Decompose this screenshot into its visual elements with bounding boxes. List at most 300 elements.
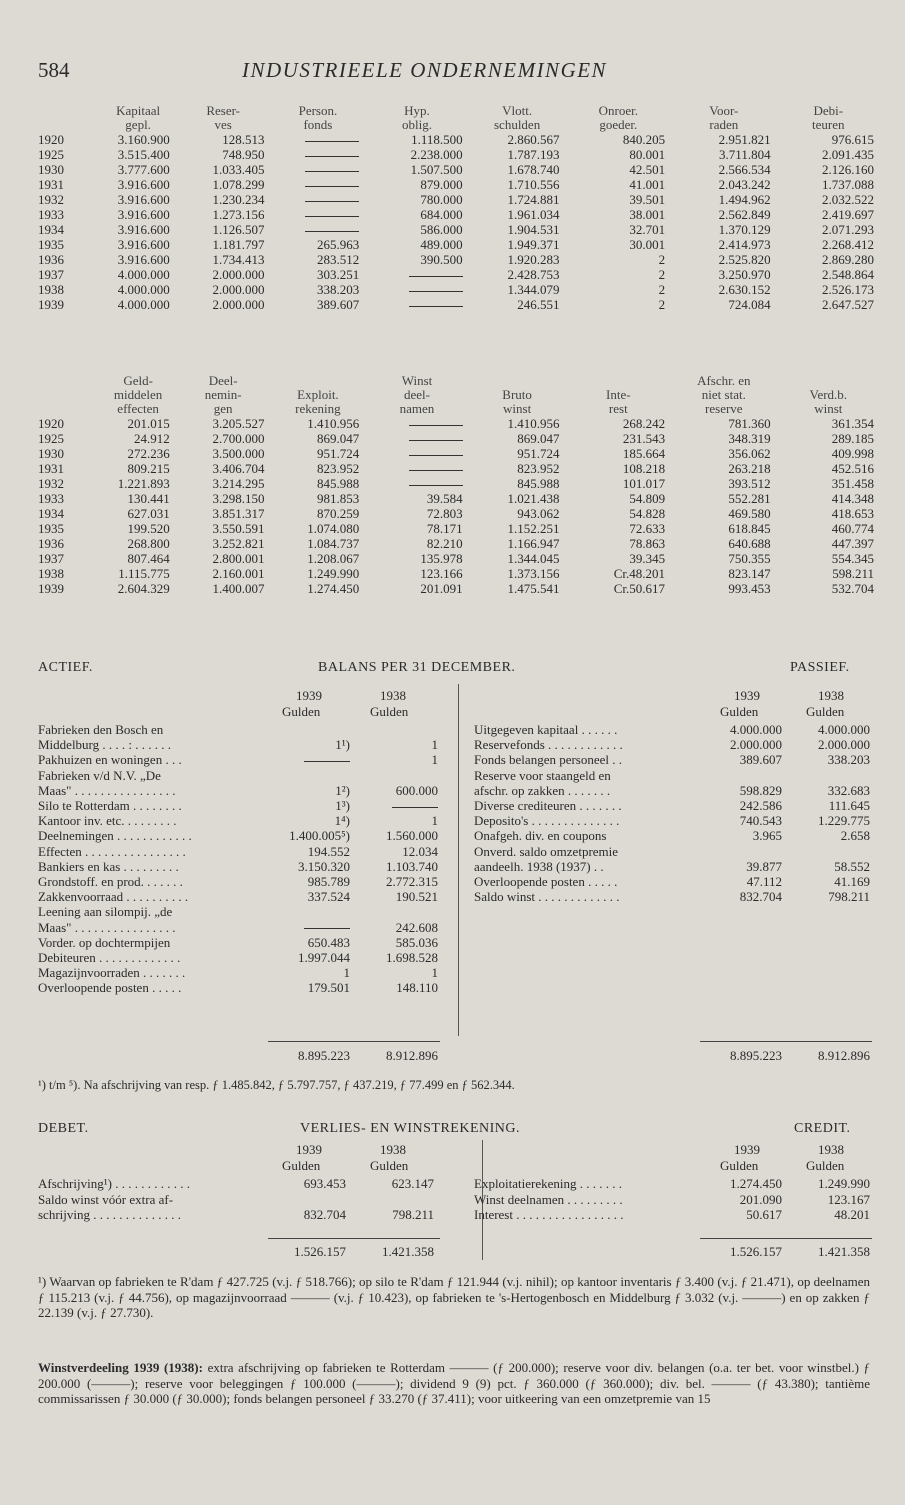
value-cell: 268.800 xyxy=(127,536,170,551)
line-label: Winst deelnamen . . . . . . . . . xyxy=(474,1191,623,1207)
debet-label: DEBET. xyxy=(38,1121,89,1136)
empty-dash-cell xyxy=(365,267,468,282)
balans-title: BALANS PER 31 DECEMBER. xyxy=(318,660,516,675)
value-cell: 338.203 xyxy=(317,282,360,297)
table-row xyxy=(38,506,880,521)
column-header: Vlott. xyxy=(502,103,533,118)
page-number: 584 xyxy=(38,58,70,82)
line-label: Zakkenvoorraad . . . . . . . . . . xyxy=(38,889,189,905)
value-cell: 348.319 xyxy=(728,431,771,446)
table-row xyxy=(38,267,880,282)
line-label: Interest . . . . . . . . . . . . . . . . . xyxy=(474,1207,624,1222)
actief-total-rule xyxy=(268,1041,440,1042)
balans-divider xyxy=(458,684,459,1036)
value-cell: 3.205.527 xyxy=(212,416,265,431)
value-1939: 1²) xyxy=(335,782,350,798)
year-cell: 1920 xyxy=(38,132,64,147)
value-cell: 2.126.160 xyxy=(822,162,874,177)
vw-credit-year-1938: 1938 xyxy=(818,1142,844,1157)
value-cell: 1.166.947 xyxy=(507,536,560,551)
value-cell: 1.904.531 xyxy=(507,222,560,237)
year-cell: 1931 xyxy=(38,461,64,476)
value-cell: 1.494.962 xyxy=(718,192,771,207)
value-1938: 48.201 xyxy=(834,1207,870,1222)
column-header: Reser- xyxy=(206,103,240,118)
value-cell: 845.988 xyxy=(517,476,560,491)
line-label: Deposito's . . . . . . . . . . . . . . xyxy=(474,813,620,829)
value-1938: 1.249.990 xyxy=(818,1176,870,1191)
line-label: Effecten . . . . . . . . . . . . . . . . xyxy=(38,843,186,859)
dash-rule xyxy=(305,186,359,187)
value-cell: 750.355 xyxy=(728,551,771,566)
table-row xyxy=(38,237,880,252)
value-cell: 123.166 xyxy=(420,566,463,581)
table-row xyxy=(38,521,880,536)
dash-rule xyxy=(305,141,359,142)
value-1939: 1.274.450 xyxy=(730,1176,782,1191)
value-cell: 2.548.864 xyxy=(822,267,874,282)
financial-table-2 xyxy=(38,374,880,596)
value-1938: 798.211 xyxy=(828,889,870,905)
value-cell: 2 xyxy=(658,297,666,312)
column-header: teuren xyxy=(812,117,845,132)
value-cell: 3.298.150 xyxy=(212,491,265,506)
value-1939: 194.552 xyxy=(307,843,350,859)
value-1939: 693.453 xyxy=(303,1176,346,1191)
year-cell: 1939 xyxy=(38,581,64,596)
value-cell: 303.251 xyxy=(317,267,360,282)
value-cell: 2 xyxy=(658,282,666,297)
credit-total-rule xyxy=(700,1238,872,1239)
dash-rule xyxy=(409,276,463,277)
column-header xyxy=(566,374,672,388)
vw-credit-gulden-1939: Gulden xyxy=(720,1158,759,1173)
line-label: Exploitatierekening . . . . . . . xyxy=(474,1176,623,1191)
dash-rule xyxy=(409,425,463,426)
value-cell: 361.354 xyxy=(831,416,874,431)
value-cell: 2.091.435 xyxy=(822,147,874,162)
value-cell: 2.238.000 xyxy=(410,147,463,162)
vw-debet-gulden-1938: Gulden xyxy=(370,1158,409,1173)
column-header: schulden xyxy=(493,117,541,132)
value-1938: 338.203 xyxy=(827,752,870,768)
dash-rule xyxy=(304,761,350,762)
value-cell: 72.803 xyxy=(426,506,463,521)
winstverdeeling-paragraph xyxy=(38,1360,870,1407)
value-cell: 263.218 xyxy=(728,461,771,476)
value-cell: 640.688 xyxy=(728,536,771,551)
value-cell: 1.724.881 xyxy=(507,192,560,207)
line-label: Maas" . . . . . . . . . . . . . . . . xyxy=(38,919,176,935)
empty-dash-cell xyxy=(365,461,468,476)
value-cell: 781.360 xyxy=(728,416,771,431)
column-header xyxy=(777,374,880,388)
value-cell: 39.501 xyxy=(629,192,666,207)
column-header: Verd.b. xyxy=(809,387,848,402)
value-cell: 268.242 xyxy=(622,416,666,431)
value-cell: 2.000.000 xyxy=(212,297,265,312)
value-cell: 489.000 xyxy=(420,237,463,252)
value-1938: 148.110 xyxy=(396,980,438,996)
empty-dash-cell xyxy=(271,147,366,162)
value-cell: 3.916.600 xyxy=(117,192,170,207)
balans-passief-year-1939: 1939 xyxy=(734,688,760,703)
balans-passief-gulden-1939: Gulden xyxy=(720,704,759,719)
line-label: Middelburg . . . . : . . . . . . xyxy=(38,737,172,753)
empty-dash-cell xyxy=(365,416,468,431)
column-header: niet stat. xyxy=(701,387,746,402)
value-cell: 951.724 xyxy=(317,446,360,461)
dash-rule xyxy=(409,455,463,456)
value-1938: 2.658 xyxy=(840,828,870,844)
vw-footnote: ¹) Waarvan op fabrieken te R'dam ƒ 427.725 (v.j. ƒ 518.766); op silo te R'dam ƒ 121.944 (v.j. nihil); op kantoor inventaris ƒ 3.400 (v.j. ƒ 21.471), op deelnamen ƒ 115.213 (v.j. ƒ 44.756), op magazijnvoorraad ——— (v.j. ƒ 10.423), op fabrieken te 's-Hertogenbosch en Middelburg ƒ 3.032 (v.j. ———) en op zakken ƒ 22.139 (v.j. ƒ 27.730). xyxy=(38,1274,870,1320)
value-cell: 870.259 xyxy=(317,506,360,521)
line-label: Overloopende posten . . . . . xyxy=(474,874,618,889)
line-label: Diverse crediteuren . . . . . . . xyxy=(474,798,622,813)
value-cell: 80.001 xyxy=(629,147,666,162)
balans-actief-gulden-1938: Gulden xyxy=(370,704,409,719)
debet-total-1938: 1.421.358 xyxy=(382,1244,434,1259)
vw-debet-gulden-1939: Gulden xyxy=(282,1158,321,1173)
value-cell: 1.033.405 xyxy=(212,162,265,177)
value-1939: 1.997.044 xyxy=(298,950,350,965)
value-cell: 2.419.697 xyxy=(822,207,874,222)
value-cell: 3.916.600 xyxy=(117,252,170,267)
value-cell: 1.920.283 xyxy=(507,252,560,267)
column-header: deel- xyxy=(403,387,430,402)
value-1939: 1³) xyxy=(335,798,350,813)
value-cell: 289.185 xyxy=(831,431,874,446)
line-label: Pakhuizen en woningen . . . xyxy=(38,752,182,768)
balans-footnote: ¹) t/m ⁵). Na afschrijving van resp. ƒ 1.485.842, ƒ 5.797.757, ƒ 437.219, ƒ 77.499 en ƒ 562.344. xyxy=(38,1078,515,1092)
value-cell: 1.074.080 xyxy=(307,521,360,536)
table-row xyxy=(38,252,880,267)
column-header: effecten xyxy=(117,401,159,416)
passief-label: PASSIEF. xyxy=(790,660,850,675)
value-1939: 598.829 xyxy=(739,782,782,798)
table-row xyxy=(38,207,880,222)
value-cell: 2.526.173 xyxy=(822,282,874,297)
value-cell: 272.236 xyxy=(127,446,170,461)
actief-total-1938: 8.912.896 xyxy=(386,1048,438,1063)
value-cell: Cr.48.201 xyxy=(613,566,666,581)
column-header: Bruto xyxy=(502,387,532,402)
value-cell: 41.001 xyxy=(629,177,666,192)
value-cell: 951.724 xyxy=(517,446,560,461)
table-row xyxy=(38,581,880,596)
value-cell: 2 xyxy=(658,252,666,267)
line-label: Leening aan silompij. „de xyxy=(38,904,173,920)
empty-dash-cell xyxy=(271,132,366,147)
value-cell: 1.344.045 xyxy=(507,551,560,566)
year-cell: 1925 xyxy=(38,147,64,162)
value-cell: 724.084 xyxy=(728,297,771,312)
value-cell: 532.704 xyxy=(831,581,874,596)
value-cell: 1.475.541 xyxy=(507,581,560,596)
value-1939: 337.524 xyxy=(307,889,350,905)
value-1939: 1¹) xyxy=(335,737,350,753)
table-row xyxy=(38,162,880,177)
value-cell: 2.071.293 xyxy=(822,222,874,237)
empty-dash-cell xyxy=(365,446,468,461)
value-cell: 1.410.956 xyxy=(307,416,360,431)
value-cell: 684.000 xyxy=(420,207,463,222)
year-cell: 1932 xyxy=(38,476,64,491)
value-1939: 3.150.320 xyxy=(298,858,350,874)
value-cell: 823.952 xyxy=(317,461,360,476)
dash-rule xyxy=(304,928,350,929)
value-1938: 58.552 xyxy=(834,858,870,874)
column-header: reserve xyxy=(705,401,743,416)
value-cell: 3.916.600 xyxy=(117,177,170,192)
column-header: nemin- xyxy=(204,387,242,402)
value-cell: 128.513 xyxy=(222,132,265,147)
value-cell: 201.091 xyxy=(420,581,463,596)
dash-cell xyxy=(350,798,438,814)
value-cell: 4.000.000 xyxy=(117,282,170,297)
column-header: goeder. xyxy=(599,117,638,132)
value-1939: 1.400.005⁵) xyxy=(289,828,350,844)
line-label: Onafgeh. div. en coupons xyxy=(474,828,607,844)
header-corner xyxy=(38,402,100,416)
value-cell: 265.963 xyxy=(317,237,360,252)
column-header: oblig. xyxy=(401,117,432,132)
line-label: Overloopende posten . . . . . xyxy=(38,980,182,996)
column-header: Hyp. xyxy=(404,103,430,118)
empty-dash-cell xyxy=(271,177,366,192)
actief-label: ACTIEF. xyxy=(38,660,93,675)
column-header: winst xyxy=(814,401,843,416)
table-row xyxy=(38,536,880,551)
value-cell: 3.214.295 xyxy=(212,476,265,491)
year-cell: 1932 xyxy=(38,192,64,207)
column-header: Voor- xyxy=(709,103,739,118)
line-label: Fonds belangen personeel . . xyxy=(474,752,623,768)
value-cell: 1.115.775 xyxy=(118,566,170,581)
value-cell: 976.615 xyxy=(831,132,874,147)
value-1939: 389.607 xyxy=(739,752,782,768)
value-cell: 3.252.821 xyxy=(212,536,265,551)
value-1938: 1 xyxy=(431,737,438,753)
value-cell: 356.062 xyxy=(728,446,771,461)
passief-total-rule xyxy=(700,1041,872,1042)
value-cell: 1.678.740 xyxy=(507,162,560,177)
value-1939: 1 xyxy=(343,965,350,981)
value-1938: 798.211 xyxy=(392,1207,434,1222)
value-1938: 242.608 xyxy=(395,919,438,935)
value-cell: 1.021.438 xyxy=(507,491,560,506)
line-label: Debiteuren . . . . . . . . . . . . . xyxy=(38,950,181,965)
value-cell: 2.647.527 xyxy=(822,297,874,312)
column-header: Afschr. en xyxy=(697,373,751,388)
line-label: Grondstoff. en prod. . . . . . . xyxy=(38,874,183,889)
value-cell: 32.701 xyxy=(629,222,666,237)
value-cell: 351.458 xyxy=(831,476,874,491)
column-header: Deel- xyxy=(208,373,238,388)
value-cell: 1.344.079 xyxy=(507,282,560,297)
column-header xyxy=(271,374,366,388)
value-cell: 2.414.973 xyxy=(718,237,771,252)
value-cell: 39.345 xyxy=(629,551,666,566)
value-cell: 2.160.001 xyxy=(212,566,265,581)
line-label: Kantoor inv. etc. . . . . . . . . xyxy=(38,813,177,829)
table-row xyxy=(38,132,880,147)
value-cell: 1.273.156 xyxy=(212,207,265,222)
column-header: raden xyxy=(709,117,739,132)
value-1938: 332.683 xyxy=(827,782,870,798)
header-corner xyxy=(38,388,100,402)
dash-rule xyxy=(409,291,463,292)
value-cell: 3.500.000 xyxy=(212,446,265,461)
value-cell: 452.516 xyxy=(831,461,874,476)
year-cell: 1937 xyxy=(38,267,64,282)
value-cell: 3.916.600 xyxy=(117,222,170,237)
empty-dash-cell xyxy=(365,431,468,446)
value-cell: 993.453 xyxy=(728,581,771,596)
table-row xyxy=(38,282,880,297)
value-cell: 24.912 xyxy=(134,431,170,446)
actief-total-1939: 8.895.223 xyxy=(298,1048,350,1063)
empty-dash-cell xyxy=(271,162,366,177)
vw-credit-year-1939: 1939 xyxy=(734,1142,760,1157)
value-1939: 4.000.000 xyxy=(730,722,782,737)
value-1938: 41.169 xyxy=(834,874,870,889)
table-row xyxy=(38,222,880,237)
value-cell: 1.961.034 xyxy=(507,207,560,222)
value-cell: 469.580 xyxy=(728,506,771,521)
value-cell: 1.078.299 xyxy=(212,177,265,192)
value-cell: 981.853 xyxy=(317,491,360,506)
value-cell: 1.249.990 xyxy=(307,566,360,581)
empty-dash-cell xyxy=(271,222,366,237)
dash-rule xyxy=(305,216,359,217)
value-cell: 101.017 xyxy=(622,476,666,491)
column-header: Exploit. xyxy=(297,387,339,402)
value-cell: 1.373.156 xyxy=(507,566,560,581)
winstverdeeling-text: extra afschrijving op fabrieken te Rotterdam ——— (ƒ 200.000); reserve voor div. belangen (o.a. ter bet. voor winstbel.) ƒ 200.000 (———); reserve voor beleggingen ƒ 100.000 (———); dividend 9 (9) pct. ƒ 360.000 (ƒ 360.000); div. bel. ——— (ƒ 43.380); tantième commissarissen ƒ 30.000 (ƒ 30.000); fonds belangen personeel ƒ 33.270 (ƒ 37.411); voor uitkeering van een omzetpremie van 15 xyxy=(38,1360,871,1406)
value-cell: 201.015 xyxy=(127,416,170,431)
value-cell: 39.584 xyxy=(426,491,463,506)
line-label: Reserve voor staangeld en xyxy=(474,767,611,783)
financial-table-1 xyxy=(38,104,880,312)
dash-rule xyxy=(305,231,359,232)
table-row xyxy=(38,566,880,581)
value-1938: 1.103.740 xyxy=(386,858,438,874)
column-header: Geld- xyxy=(123,373,153,388)
value-cell: 2.800.001 xyxy=(212,551,265,566)
table-row xyxy=(38,476,880,491)
empty-dash-cell xyxy=(271,207,366,222)
value-cell: 4.000.000 xyxy=(117,267,170,282)
value-cell: 1.787.193 xyxy=(507,147,560,162)
value-1939: 832.704 xyxy=(739,889,782,905)
value-cell: 2.604.329 xyxy=(117,581,170,596)
value-cell: 3.515.400 xyxy=(117,147,170,162)
dash-rule xyxy=(409,440,463,441)
table-header-row xyxy=(38,104,880,118)
line-label: Maas" . . . . . . . . . . . . . . . . xyxy=(38,782,176,798)
value-1939: 832.704 xyxy=(303,1207,346,1222)
table-header-row xyxy=(38,118,880,132)
year-cell: 1934 xyxy=(38,222,64,237)
table-row xyxy=(38,416,880,431)
line-label: Saldo winst . . . . . . . . . . . . . xyxy=(474,889,620,905)
year-cell: 1931 xyxy=(38,177,64,192)
value-cell: 2.428.753 xyxy=(507,267,560,282)
value-cell: 2.951.821 xyxy=(718,132,771,147)
value-cell: 586.000 xyxy=(420,222,463,237)
vw-credit-gulden-1938: Gulden xyxy=(806,1158,845,1173)
line-label: Fabrieken v/d N.V. „De xyxy=(38,767,161,783)
value-1939: 1⁴) xyxy=(334,813,350,829)
value-cell: 447.397 xyxy=(831,536,874,551)
value-cell: 82.210 xyxy=(426,536,463,551)
value-cell: 1.410.956 xyxy=(507,416,560,431)
balans-actief-year-1938: 1938 xyxy=(380,688,406,703)
value-cell: 414.348 xyxy=(831,491,874,506)
column-header: middelen xyxy=(113,387,163,402)
column-header: Person. xyxy=(298,103,338,118)
value-cell: 3.406.704 xyxy=(212,461,265,476)
empty-dash-cell xyxy=(365,282,468,297)
value-1939: 650.483 xyxy=(307,934,350,950)
value-1939: 740.543 xyxy=(739,813,782,829)
column-header: Debi- xyxy=(813,103,844,118)
table-row xyxy=(38,431,880,446)
value-cell: 246.551 xyxy=(517,297,560,312)
table-row xyxy=(38,461,880,476)
year-cell: 1938 xyxy=(38,282,64,297)
value-cell: 1.710.556 xyxy=(507,177,560,192)
value-cell: 598.211 xyxy=(832,566,874,581)
empty-dash-cell xyxy=(365,297,468,312)
column-header: gepl. xyxy=(125,117,151,132)
dash-rule xyxy=(305,156,359,157)
value-cell: 552.281 xyxy=(728,491,771,506)
value-cell: 2.869.280 xyxy=(822,252,874,267)
value-1938: 1 xyxy=(431,965,438,981)
value-1938: 12.034 xyxy=(402,843,438,859)
value-cell: 2.860.567 xyxy=(507,132,560,147)
value-cell: 3.916.600 xyxy=(117,237,170,252)
column-header: rest xyxy=(608,401,628,416)
line-label: Afschrijving¹) . . . . . . . . . . . . xyxy=(38,1176,190,1191)
header-corner xyxy=(38,374,100,388)
table-header-row xyxy=(38,374,880,388)
header-corner xyxy=(38,118,100,132)
line-label: aandeelh. 1938 (1937) . . xyxy=(474,858,604,874)
value-1939: 201.090 xyxy=(739,1191,782,1207)
credit-total-1938: 1.421.358 xyxy=(818,1244,870,1259)
year-cell: 1933 xyxy=(38,207,64,222)
year-cell: 1930 xyxy=(38,446,64,461)
debet-total-1939: 1.526.157 xyxy=(294,1244,346,1259)
value-cell: 108.218 xyxy=(622,461,666,476)
column-header: Kapitaal xyxy=(116,103,161,118)
dash-cell xyxy=(260,752,350,768)
balans-passief-year-1938: 1938 xyxy=(818,688,844,703)
line-label: Magazijnvoorraden . . . . . . . xyxy=(38,965,186,981)
value-cell: 809.215 xyxy=(127,461,170,476)
passief-total-1938: 8.912.896 xyxy=(818,1048,870,1063)
value-1939: 242.586 xyxy=(739,798,782,813)
value-cell: 3.916.600 xyxy=(117,207,170,222)
value-cell: 54.828 xyxy=(629,506,666,521)
value-cell: 30.001 xyxy=(629,237,666,252)
value-cell: 2.032.522 xyxy=(822,192,874,207)
value-cell: 1.221.893 xyxy=(117,476,170,491)
value-1938: 1 xyxy=(431,813,438,829)
